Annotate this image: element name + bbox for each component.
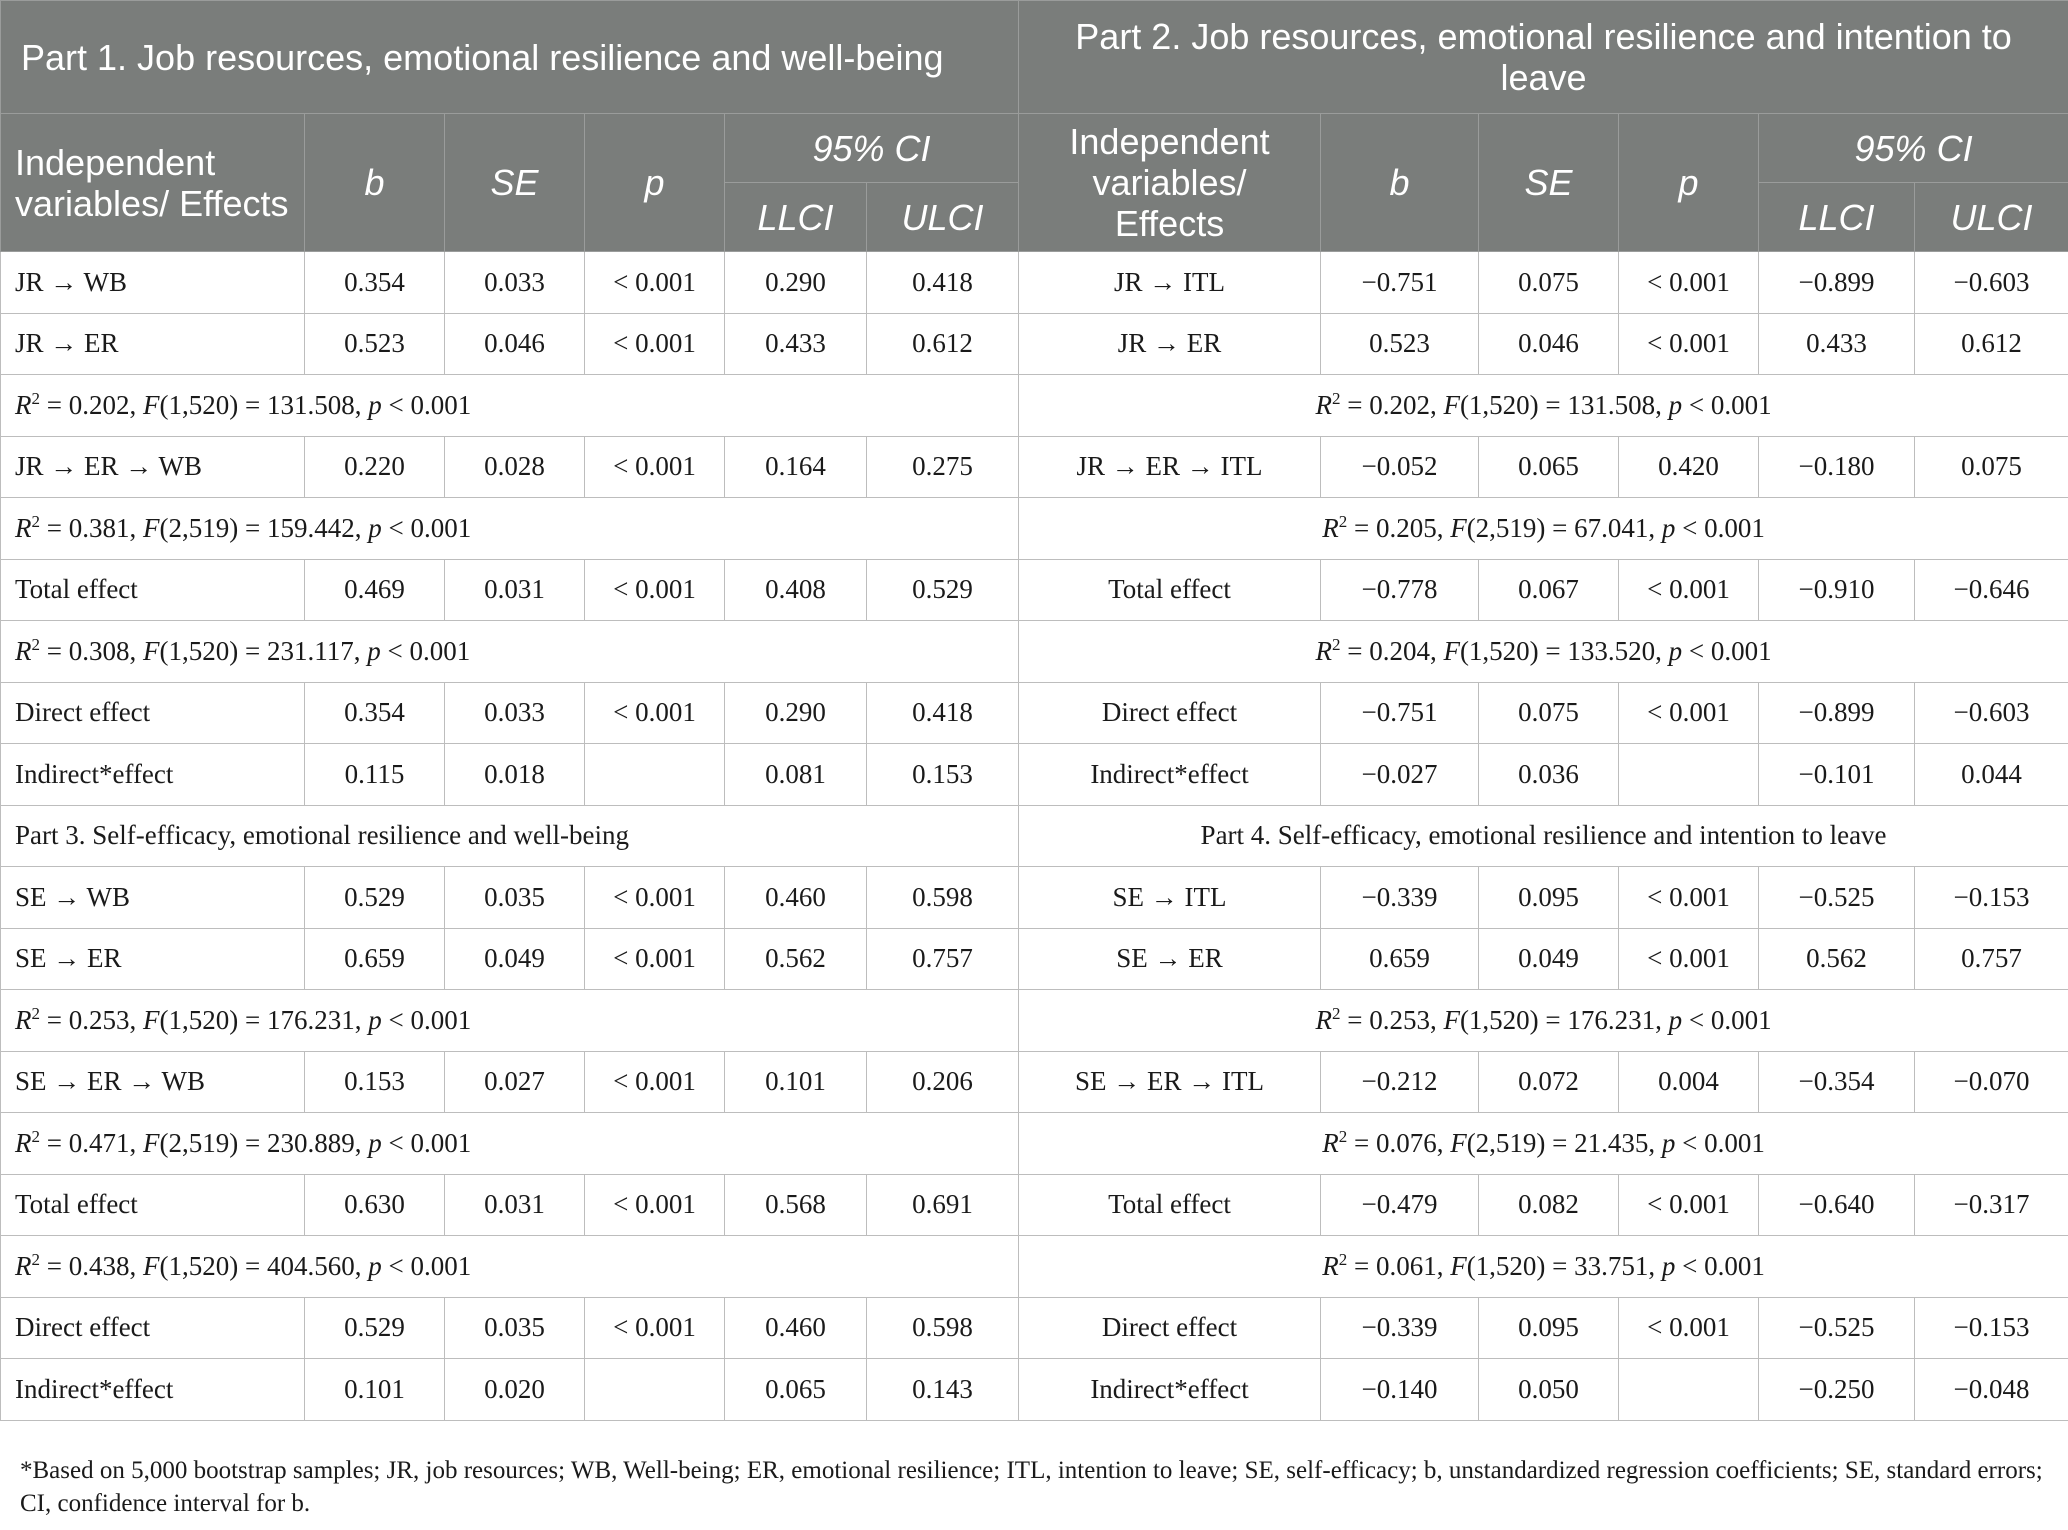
left-p-value bbox=[585, 744, 725, 806]
right-b-value: −0.751 bbox=[1321, 252, 1479, 314]
f-value: 33.751 bbox=[1574, 1251, 1649, 1282]
right-llci-value: 0.562 bbox=[1759, 928, 1915, 990]
left-llci-value: 0.101 bbox=[725, 1051, 867, 1113]
left-ulci-value: 0.153 bbox=[867, 744, 1019, 806]
left-se-value: 0.035 bbox=[445, 867, 585, 929]
right-se-value: 0.049 bbox=[1479, 928, 1619, 990]
p-threshold-value: 0.001 bbox=[1710, 636, 1772, 667]
ulci-header-right: ULCI bbox=[1915, 183, 2068, 252]
p-threshold-value: 0.001 bbox=[410, 390, 472, 421]
p-threshold-value: 0.001 bbox=[1704, 1128, 1765, 1159]
left-llci-value: 0.460 bbox=[725, 1297, 867, 1359]
table-row bbox=[1, 313, 2068, 375]
left-ulci-value: 0.612 bbox=[867, 313, 1019, 375]
df-value: (1,520) bbox=[159, 390, 239, 421]
left-p-value: < 0.001 bbox=[585, 313, 725, 375]
df-value: (1,520) bbox=[159, 636, 239, 667]
df-value: (2,519) bbox=[1466, 513, 1546, 544]
right-model-stats: $R^2 = 0.204$, F(1,520) = 133.520, p < 0.001 bbox=[1019, 621, 2068, 683]
left-model-stats: $R^2 = 0.253$, F(1,520) = 176.231, p < 0.001 bbox=[1, 990, 1019, 1052]
right-ulci-value: 0.075 bbox=[1915, 436, 2068, 498]
right-ulci-value: 0.757 bbox=[1915, 928, 2068, 990]
r-squared-value: 0.202 bbox=[1369, 390, 1430, 421]
left-llci-value: 0.081 bbox=[725, 744, 867, 806]
left-effect-label: Indirect*effect bbox=[1, 744, 305, 806]
df-value: (2,519) bbox=[1466, 1128, 1546, 1159]
right-b-value: −0.052 bbox=[1321, 436, 1479, 498]
p-threshold-value: 0.001 bbox=[409, 636, 471, 667]
right-effect-label: Indirect*effect bbox=[1019, 1359, 1321, 1421]
left-model-stats: $R^2 = 0.471$, F(2,519) = 230.889, p < 0.001 bbox=[1, 1113, 1019, 1175]
left-se-value: 0.033 bbox=[445, 682, 585, 744]
left-effect-label: Total effect bbox=[1, 559, 305, 621]
right-ulci-value: −0.153 bbox=[1915, 867, 2068, 929]
df-value: (1,520) bbox=[159, 1251, 239, 1282]
right-b-value: −0.140 bbox=[1321, 1359, 1479, 1421]
right-effect-label: Indirect*effect bbox=[1019, 744, 1321, 806]
right-se-value: 0.065 bbox=[1479, 436, 1619, 498]
se-header-left: SE bbox=[445, 114, 585, 252]
p-threshold-value: 0.001 bbox=[410, 1005, 472, 1036]
df-value: (1,520) bbox=[1459, 636, 1539, 667]
right-effect-label: Total effect bbox=[1019, 1174, 1321, 1236]
left-effect-label: Direct effect bbox=[1, 682, 305, 744]
right-llci-value: 0.433 bbox=[1759, 313, 1915, 375]
f-value: 176.231 bbox=[266, 1005, 355, 1036]
left-se-value: 0.028 bbox=[445, 436, 585, 498]
p-threshold-value: 0.001 bbox=[1704, 513, 1765, 544]
right-model-stats: $R^2 = 0.253$, F(1,520) = 176.231, p < 0.001 bbox=[1019, 990, 2068, 1052]
p-header-right: p bbox=[1619, 114, 1759, 252]
right-effect-label: Direct effect bbox=[1019, 1297, 1321, 1359]
right-p-value bbox=[1619, 744, 1759, 806]
right-ulci-value: −0.317 bbox=[1915, 1174, 2068, 1236]
right-p-value: < 0.001 bbox=[1619, 1297, 1759, 1359]
iv-header-left: Independent variables/ Effects bbox=[1, 114, 305, 252]
r-squared-value: 0.438 bbox=[68, 1251, 130, 1282]
left-b-value: 0.115 bbox=[305, 744, 445, 806]
table-row bbox=[1, 1051, 2068, 1113]
right-effect-label: JR → ITL bbox=[1019, 252, 1321, 314]
right-model-stats: $R^2 = 0.205$, F(2,519) = 67.041, p < 0.001 bbox=[1019, 498, 2068, 560]
f-value: 131.508 bbox=[266, 390, 355, 421]
df-value: (1,520) bbox=[159, 1005, 239, 1036]
left-ulci-value: 0.598 bbox=[867, 867, 1019, 929]
p-threshold-value: 0.001 bbox=[410, 513, 472, 544]
f-value: 159.442 bbox=[266, 513, 355, 544]
right-model-stats: $R^2 = 0.076$, F(2,519) = 21.435, p < 0.001 bbox=[1019, 1113, 2068, 1175]
left-se-value: 0.035 bbox=[445, 1297, 585, 1359]
table-row bbox=[1, 928, 2068, 990]
right-effect-label: Direct effect bbox=[1019, 682, 1321, 744]
f-value: 67.041 bbox=[1574, 513, 1649, 544]
right-ulci-value: −0.603 bbox=[1915, 682, 2068, 744]
left-effect-label: SE → ER bbox=[1, 928, 305, 990]
left-model-stats: $R^2 = 0.438$, F(1,520) = 404.560, p < 0.001 bbox=[1, 1236, 1019, 1298]
right-ulci-value: −0.646 bbox=[1915, 559, 2068, 621]
table-row bbox=[1, 867, 2068, 929]
b-header-right: b bbox=[1321, 114, 1479, 252]
part-title-row bbox=[1, 805, 2068, 867]
left-llci-value: 0.568 bbox=[725, 1174, 867, 1236]
table-body bbox=[1, 252, 2068, 1421]
left-llci-value: 0.408 bbox=[725, 559, 867, 621]
part1-title: Part 1. Job resources, emotional resilience and well-being bbox=[1, 1, 1019, 114]
right-model-stats: $R^2 = 0.202$, F(1,520) = 131.508, p < 0.001 bbox=[1019, 375, 2068, 437]
right-se-value: 0.046 bbox=[1479, 313, 1619, 375]
right-p-value: 0.004 bbox=[1619, 1051, 1759, 1113]
ulci-header-left: ULCI bbox=[867, 183, 1019, 252]
right-ulci-value: −0.153 bbox=[1915, 1297, 2068, 1359]
r-squared-value: 0.308 bbox=[68, 636, 130, 667]
right-model-stats: $R^2 = 0.061$, F(1,520) = 33.751, p < 0.001 bbox=[1019, 1236, 2068, 1298]
right-llci-value: −0.899 bbox=[1759, 252, 1915, 314]
f-value: 230.889 bbox=[266, 1128, 355, 1159]
model-stats-row bbox=[1, 990, 2068, 1052]
right-effect-label: SE → ITL bbox=[1019, 867, 1321, 929]
r-squared-value: 0.061 bbox=[1375, 1251, 1437, 1282]
left-ulci-value: 0.418 bbox=[867, 682, 1019, 744]
right-effect-label: SE → ER bbox=[1019, 928, 1321, 990]
left-llci-value: 0.433 bbox=[725, 313, 867, 375]
right-llci-value: −0.354 bbox=[1759, 1051, 1915, 1113]
left-b-value: 0.469 bbox=[305, 559, 445, 621]
left-effect-label: Direct effect bbox=[1, 1297, 305, 1359]
right-llci-value: −0.899 bbox=[1759, 682, 1915, 744]
left-ulci-value: 0.143 bbox=[867, 1359, 1019, 1421]
right-ulci-value: 0.612 bbox=[1915, 313, 2068, 375]
right-se-value: 0.075 bbox=[1479, 682, 1619, 744]
table-row bbox=[1, 1359, 2068, 1421]
df-value: (2,519) bbox=[159, 513, 239, 544]
f-value: 131.508 bbox=[1567, 390, 1656, 421]
left-effect-label: JR → ER → WB bbox=[1, 436, 305, 498]
f-value: 21.435 bbox=[1574, 1128, 1649, 1159]
left-effect-label: JR → WB bbox=[1, 252, 305, 314]
right-se-value: 0.036 bbox=[1479, 744, 1619, 806]
right-effect-label: JR → ER → ITL bbox=[1019, 436, 1321, 498]
right-se-value: 0.067 bbox=[1479, 559, 1619, 621]
p-threshold-value: 0.001 bbox=[1710, 390, 1772, 421]
df-value: (1,520) bbox=[1459, 390, 1539, 421]
right-llci-value: −0.180 bbox=[1759, 436, 1915, 498]
left-p-value: < 0.001 bbox=[585, 682, 725, 744]
r-squared-value: 0.471 bbox=[68, 1128, 130, 1159]
right-b-value: −0.212 bbox=[1321, 1051, 1479, 1113]
p-threshold-value: 0.001 bbox=[410, 1128, 472, 1159]
f-value: 133.520 bbox=[1567, 636, 1656, 667]
p-threshold-value: 0.001 bbox=[1704, 1251, 1765, 1282]
table-row bbox=[1, 744, 2068, 806]
left-se-value: 0.049 bbox=[445, 928, 585, 990]
left-se-value: 0.046 bbox=[445, 313, 585, 375]
right-b-value: −0.778 bbox=[1321, 559, 1479, 621]
right-p-value: < 0.001 bbox=[1619, 559, 1759, 621]
left-p-value: < 0.001 bbox=[585, 1051, 725, 1113]
right-b-value: −0.751 bbox=[1321, 682, 1479, 744]
left-p-value: < 0.001 bbox=[585, 867, 725, 929]
df-value: (2,519) bbox=[159, 1128, 239, 1159]
r-squared-value: 0.253 bbox=[68, 1005, 130, 1036]
r-squared-value: 0.204 bbox=[1369, 636, 1430, 667]
f-value: 404.560 bbox=[266, 1251, 355, 1282]
p-header-left: p bbox=[585, 114, 725, 252]
left-b-value: 0.523 bbox=[305, 313, 445, 375]
p-threshold-value: 0.001 bbox=[1710, 1005, 1772, 1036]
table-row bbox=[1, 1174, 2068, 1236]
model-stats-row bbox=[1, 498, 2068, 560]
right-llci-value: −0.250 bbox=[1759, 1359, 1915, 1421]
left-ulci-value: 0.691 bbox=[867, 1174, 1019, 1236]
r-squared-value: 0.205 bbox=[1375, 513, 1437, 544]
left-effect-label: SE → ER → WB bbox=[1, 1051, 305, 1113]
left-llci-value: 0.290 bbox=[725, 252, 867, 314]
left-p-value: < 0.001 bbox=[585, 1174, 725, 1236]
df-value: (1,520) bbox=[1466, 1251, 1546, 1282]
right-p-value: < 0.001 bbox=[1619, 252, 1759, 314]
b-header-left: b bbox=[305, 114, 445, 252]
left-model-stats: $R^2 = 0.381$, F(2,519) = 159.442, p < 0.001 bbox=[1, 498, 1019, 560]
left-llci-value: 0.164 bbox=[725, 436, 867, 498]
table-row bbox=[1, 436, 2068, 498]
left-p-value: < 0.001 bbox=[585, 252, 725, 314]
right-llci-value: −0.525 bbox=[1759, 1297, 1915, 1359]
part3-title: Part 3. Self-efficacy, emotional resilience and well-being bbox=[1, 805, 1019, 867]
part4-title: Part 4. Self-efficacy, emotional resilience and intention to leave bbox=[1019, 805, 2068, 867]
table-row bbox=[1, 559, 2068, 621]
left-llci-value: 0.290 bbox=[725, 682, 867, 744]
r-squared-value: 0.253 bbox=[1369, 1005, 1430, 1036]
df-value: (1,520) bbox=[1459, 1005, 1539, 1036]
left-llci-value: 0.065 bbox=[725, 1359, 867, 1421]
right-p-value: < 0.001 bbox=[1619, 928, 1759, 990]
right-b-value: −0.479 bbox=[1321, 1174, 1479, 1236]
f-value: 176.231 bbox=[1567, 1005, 1656, 1036]
right-llci-value: −0.525 bbox=[1759, 867, 1915, 929]
p-threshold-value: 0.001 bbox=[410, 1251, 472, 1282]
ci-header-left: 95% CI bbox=[725, 114, 1019, 183]
right-se-value: 0.095 bbox=[1479, 867, 1619, 929]
right-b-value: −0.339 bbox=[1321, 867, 1479, 929]
right-p-value: < 0.001 bbox=[1619, 867, 1759, 929]
llci-header-right: LLCI bbox=[1759, 183, 1915, 252]
right-se-value: 0.095 bbox=[1479, 1297, 1619, 1359]
right-p-value: < 0.001 bbox=[1619, 682, 1759, 744]
right-se-value: 0.072 bbox=[1479, 1051, 1619, 1113]
right-effect-label: JR → ER bbox=[1019, 313, 1321, 375]
model-stats-row bbox=[1, 1113, 2068, 1175]
left-ulci-value: 0.757 bbox=[867, 928, 1019, 990]
left-p-value: < 0.001 bbox=[585, 436, 725, 498]
left-b-value: 0.153 bbox=[305, 1051, 445, 1113]
model-stats-row bbox=[1, 621, 2068, 683]
left-se-value: 0.027 bbox=[445, 1051, 585, 1113]
iv-header-right: Independent variables/ Effects bbox=[1019, 114, 1321, 252]
left-ulci-value: 0.275 bbox=[867, 436, 1019, 498]
f-value: 231.117 bbox=[266, 636, 354, 667]
right-se-value: 0.075 bbox=[1479, 252, 1619, 314]
left-se-value: 0.020 bbox=[445, 1359, 585, 1421]
model-stats-row bbox=[1, 375, 2068, 437]
right-effect-label: Total effect bbox=[1019, 559, 1321, 621]
left-effect-label: Total effect bbox=[1, 1174, 305, 1236]
left-model-stats: $R^2 = 0.308$, F(1,520) = 231.117, p < 0.001 bbox=[1, 621, 1019, 683]
ci-header-right: 95% CI bbox=[1759, 114, 2068, 183]
left-ulci-value: 0.529 bbox=[867, 559, 1019, 621]
table-row bbox=[1, 1297, 2068, 1359]
se-header-right: SE bbox=[1479, 114, 1619, 252]
left-p-value: < 0.001 bbox=[585, 559, 725, 621]
right-ulci-value: −0.048 bbox=[1915, 1359, 2068, 1421]
left-b-value: 0.529 bbox=[305, 1297, 445, 1359]
right-p-value: 0.420 bbox=[1619, 436, 1759, 498]
left-effect-label: SE → WB bbox=[1, 867, 305, 929]
left-b-value: 0.101 bbox=[305, 1359, 445, 1421]
left-b-value: 0.220 bbox=[305, 436, 445, 498]
right-p-value: < 0.001 bbox=[1619, 1174, 1759, 1236]
right-llci-value: −0.640 bbox=[1759, 1174, 1915, 1236]
left-se-value: 0.031 bbox=[445, 1174, 585, 1236]
r-squared-value: 0.076 bbox=[1375, 1128, 1437, 1159]
right-llci-value: −0.101 bbox=[1759, 744, 1915, 806]
left-b-value: 0.529 bbox=[305, 867, 445, 929]
left-se-value: 0.033 bbox=[445, 252, 585, 314]
table-row bbox=[1, 252, 2068, 314]
left-b-value: 0.659 bbox=[305, 928, 445, 990]
table-header bbox=[1, 1, 2068, 252]
right-p-value bbox=[1619, 1359, 1759, 1421]
r-squared-value: 0.381 bbox=[68, 513, 130, 544]
left-p-value: < 0.001 bbox=[585, 928, 725, 990]
right-b-value: −0.339 bbox=[1321, 1297, 1479, 1359]
left-effect-label: Indirect*effect bbox=[1, 1359, 305, 1421]
left-effect-label: JR → ER bbox=[1, 313, 305, 375]
left-ulci-value: 0.418 bbox=[867, 252, 1019, 314]
right-ulci-value: 0.044 bbox=[1915, 744, 2068, 806]
left-llci-value: 0.562 bbox=[725, 928, 867, 990]
left-b-value: 0.354 bbox=[305, 682, 445, 744]
left-model-stats: $R^2 = 0.202$, F(1,520) = 131.508, p < 0.001 bbox=[1, 375, 1019, 437]
left-llci-value: 0.460 bbox=[725, 867, 867, 929]
table-footnote: *Based on 5,000 bootstrap samples; JR, job resources; WB, Well-being; ER, emotional resilience; ITL, intention to leave; SE, self-efficacy; b, unstandardized regression coefficients; SE, standard errors; CI, confidence interval for b. bbox=[20, 1457, 2043, 1517]
model-stats-row bbox=[1, 1236, 2068, 1298]
part2-title: Part 2. Job resources, emotional resilience and intention to leave bbox=[1019, 1, 2068, 114]
right-p-value: < 0.001 bbox=[1619, 313, 1759, 375]
left-ulci-value: 0.206 bbox=[867, 1051, 1019, 1113]
left-ulci-value: 0.598 bbox=[867, 1297, 1019, 1359]
left-p-value: < 0.001 bbox=[585, 1297, 725, 1359]
right-b-value: −0.027 bbox=[1321, 744, 1479, 806]
right-b-value: 0.523 bbox=[1321, 313, 1479, 375]
right-se-value: 0.050 bbox=[1479, 1359, 1619, 1421]
right-b-value: 0.659 bbox=[1321, 928, 1479, 990]
right-effect-label: SE → ER → ITL bbox=[1019, 1051, 1321, 1113]
left-b-value: 0.354 bbox=[305, 252, 445, 314]
left-p-value bbox=[585, 1359, 725, 1421]
table-row bbox=[1, 682, 2068, 744]
llci-header-left: LLCI bbox=[725, 183, 867, 252]
right-ulci-value: −0.070 bbox=[1915, 1051, 2068, 1113]
right-llci-value: −0.910 bbox=[1759, 559, 1915, 621]
left-se-value: 0.018 bbox=[445, 744, 585, 806]
left-b-value: 0.630 bbox=[305, 1174, 445, 1236]
right-ulci-value: −0.603 bbox=[1915, 252, 2068, 314]
right-se-value: 0.082 bbox=[1479, 1174, 1619, 1236]
left-se-value: 0.031 bbox=[445, 559, 585, 621]
r-squared-value: 0.202 bbox=[68, 390, 130, 421]
